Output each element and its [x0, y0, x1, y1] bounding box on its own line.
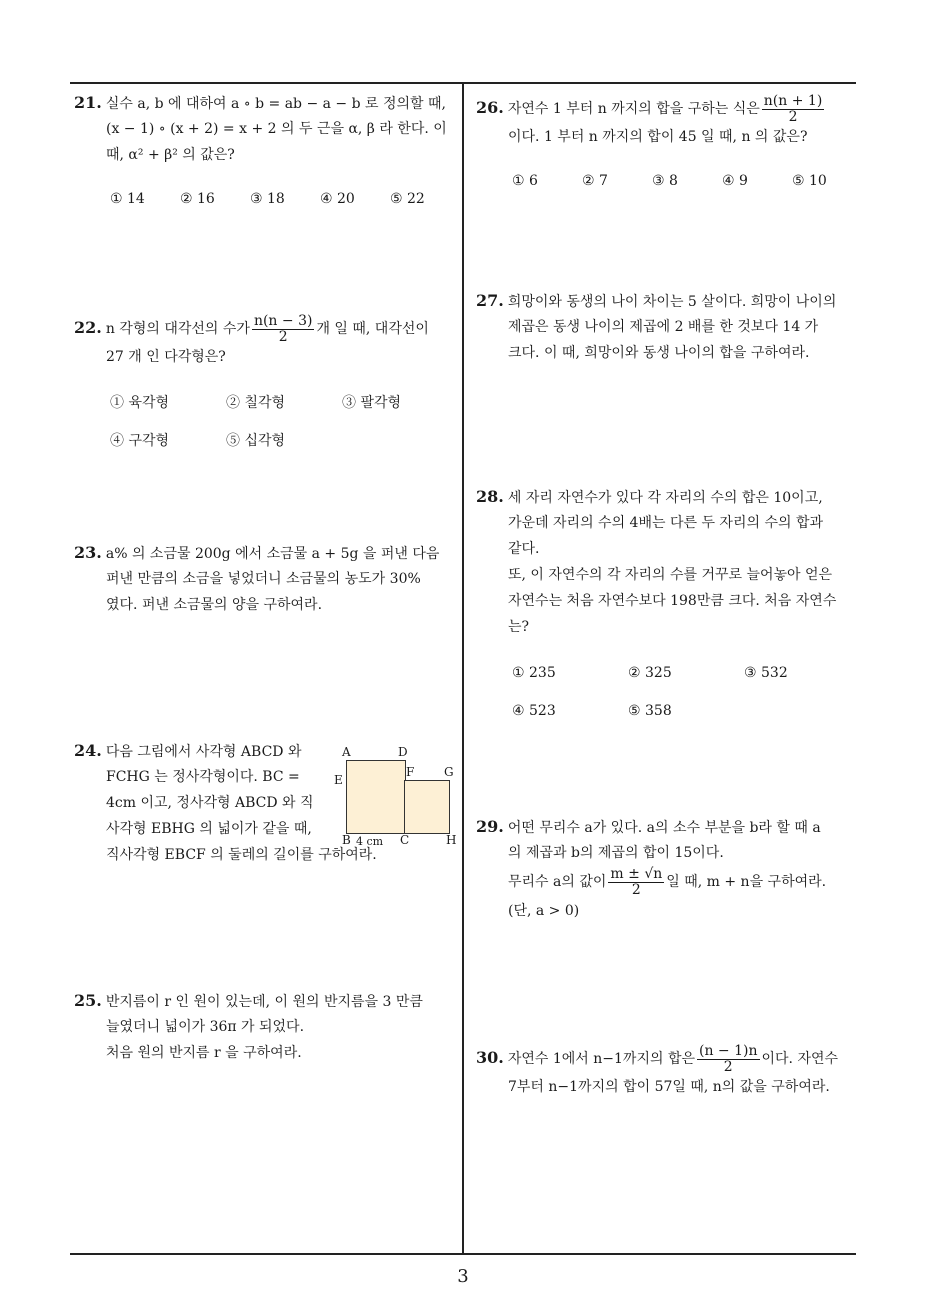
question-text: 일 때, m + n을 구하여라. [666, 874, 827, 890]
choice-1[interactable]: ① 6 [512, 173, 538, 189]
question-text: a% 의 소금물 200g 에서 소금물 a + 5g 을 퍼낸 다음 [105, 546, 440, 562]
question-number: 30. [476, 1048, 504, 1067]
question-text: 개 일 때, 대각선이 [316, 321, 429, 337]
question-number: 23. [74, 543, 102, 562]
choice-list [476, 658, 860, 688]
question-text: 반지름이 r 인 원이 있는데, 이 원의 반지름을 3 만큼 [105, 994, 423, 1010]
fraction [697, 1044, 760, 1075]
label-a: A [342, 745, 351, 759]
question-text: 또, 이 자연수의 각 자리의 수를 거꾸로 늘어놓아 얻은 [508, 567, 833, 583]
question-text: 가운데 자리의 수의 4배는 다른 두 자리의 수의 합과 [508, 515, 823, 531]
question-28 [476, 484, 860, 726]
choice-2[interactable]: ② 16 [180, 191, 215, 207]
question-text: 늘였더니 넓이가 36π 가 되었다. [106, 1019, 305, 1035]
label-e: E [334, 773, 343, 787]
choice-4[interactable]: ④ 9 [722, 173, 748, 189]
choice-5[interactable]: ⑤ 358 [628, 703, 672, 719]
question-text: 다음 그림에서 사각형 ABCD 와 [105, 744, 302, 760]
question-number: 25. [74, 991, 102, 1010]
question-text: 는? [508, 619, 530, 635]
question-text: 자연수 1에서 n−1까지의 합은 [507, 1051, 695, 1067]
choice-list [74, 184, 458, 214]
choice-list [476, 166, 860, 196]
choice-3[interactable]: ③ 팔각형 [342, 395, 402, 411]
question-text: 같다. [508, 541, 540, 557]
choice-4[interactable]: ④ 구각형 [110, 433, 170, 449]
choice-4[interactable]: ④ 20 [320, 191, 355, 207]
fraction-numerator: (n − 1)n [699, 1042, 758, 1059]
question-text: 제곱은 동생 나이의 제곱에 2 배를 한 것보다 14 가 [508, 319, 819, 335]
choice-3[interactable]: ③ 532 [744, 665, 788, 681]
question-number: 24. [74, 741, 102, 760]
choice-1[interactable]: ① 235 [512, 665, 556, 681]
fraction-denominator: 2 [278, 328, 288, 345]
label-b: B [342, 833, 351, 847]
choice-list [74, 388, 458, 418]
question-text: 7부터 n−1까지의 합이 57일 때, n의 값을 구하여라. [508, 1079, 830, 1095]
label-h: H [446, 833, 457, 847]
question-text: 였다. 퍼낸 소금물의 양을 구하여라. [106, 597, 323, 613]
question-text: 어떤 무리수 a가 있다. a의 소수 부분을 b라 할 때 a [507, 820, 821, 836]
question-text: 사각형 EBHG 의 넓이가 같을 때, [106, 821, 312, 837]
label-length: 4 cm [356, 835, 384, 848]
question-text: 27 개 인 다각형은? [106, 349, 226, 365]
label-f: F [406, 765, 415, 779]
question-text: 크다. 이 때, 희망이와 동생 나이의 합을 구하여라. [508, 345, 810, 361]
question-text: 처음 원의 반지름 r 을 구하여라. [106, 1045, 302, 1061]
question-text: 직사각형 EBCF 의 둘레의 길이를 구하여라. [106, 847, 377, 863]
question-text: 때, α² + β² 의 값은? [106, 147, 235, 163]
fraction-numerator: n(n + 1) [763, 92, 823, 109]
question-text: (x − 1) ∘ (x + 2) = x + 2 의 두 근을 α, β 라 한다. 이 [106, 121, 447, 137]
choice-4[interactable]: ④ 523 [512, 703, 556, 719]
question-text: 4cm 이고, 정사각형 ABCD 와 직 [106, 795, 314, 811]
choice-2[interactable]: ② 칠각형 [226, 395, 286, 411]
question-text: FCHG 는 정사각형이다. BC = [106, 769, 300, 785]
question-text: 의 제곱과 b의 제곱의 합이 15이다. [508, 845, 724, 861]
choice-3[interactable]: ③ 18 [250, 191, 285, 207]
column-divider [462, 82, 464, 1254]
question-number: 27. [476, 291, 504, 310]
fraction-numerator: m ± √n [610, 865, 663, 882]
fraction-denominator: 2 [788, 108, 798, 125]
label-g: G [444, 765, 454, 779]
question-22 [74, 312, 458, 456]
question-25 [74, 988, 458, 1066]
question-text: 세 자리 자연수가 있다 각 자리의 수의 합은 10이고, [507, 490, 823, 506]
question-text: n 각형의 대각선의 수가 [105, 321, 250, 337]
right-column [476, 92, 860, 1242]
question-number: 29. [476, 817, 504, 836]
left-column [74, 90, 458, 1240]
choice-1[interactable]: ① 14 [110, 191, 145, 207]
square-abcd [346, 760, 406, 834]
question-30 [476, 1042, 860, 1100]
fraction [252, 314, 315, 345]
question-27 [476, 288, 860, 366]
choice-2[interactable]: ② 7 [582, 173, 608, 189]
question-21 [74, 90, 458, 214]
question-29 [476, 814, 860, 924]
choice-5[interactable]: ⑤ 십각형 [226, 433, 286, 449]
choice-5[interactable]: ⑤ 22 [390, 191, 425, 207]
question-text: 무리수 a의 값이 [508, 874, 607, 890]
question-26 [476, 92, 860, 196]
choice-list [476, 696, 860, 726]
square-figure [334, 745, 460, 848]
question-number: 26. [476, 98, 504, 117]
fraction-denominator: 2 [631, 881, 641, 898]
question-24 [74, 738, 458, 868]
fraction-denominator: 2 [723, 1058, 733, 1075]
question-23 [74, 540, 458, 618]
label-d: D [398, 745, 408, 759]
fraction [608, 867, 664, 898]
question-text: 자연수는 처음 자연수보다 198만큼 크다. 처음 자연수 [508, 593, 837, 609]
choice-5[interactable]: ⑤ 10 [792, 173, 827, 189]
question-number: 22. [74, 318, 102, 337]
label-c: C [400, 833, 410, 847]
page-number: 3 [457, 1266, 469, 1287]
question-text: 퍼낸 만큼의 소금을 넣었더니 소금물의 농도가 30% [106, 571, 421, 587]
question-text: 자연수 1 부터 n 까지의 합을 구하는 식은 [507, 101, 760, 117]
question-text: (단, a > 0) [508, 903, 580, 919]
choice-list [74, 426, 458, 456]
question-text: 이다. 자연수 [761, 1051, 839, 1067]
question-text: 희망이와 동생의 나이 차이는 5 살이다. 희망이 나이의 [507, 294, 837, 310]
choice-3[interactable]: ③ 8 [652, 173, 678, 189]
question-number: 21. [74, 93, 102, 112]
choice-1[interactable]: ① 육각형 [110, 395, 170, 411]
fraction [762, 94, 825, 125]
fraction-numerator: n(n − 3) [253, 312, 313, 329]
question-number: 28. [476, 487, 504, 506]
rect-fchg [404, 780, 450, 834]
question-text: 이다. 1 부터 n 까지의 합이 45 일 때, n 의 값은? [508, 129, 808, 145]
question-text: 실수 a, b 에 대하여 a ∘ b = ab − a − b 로 정의할 때, [105, 96, 446, 112]
choice-2[interactable]: ② 325 [628, 665, 672, 681]
